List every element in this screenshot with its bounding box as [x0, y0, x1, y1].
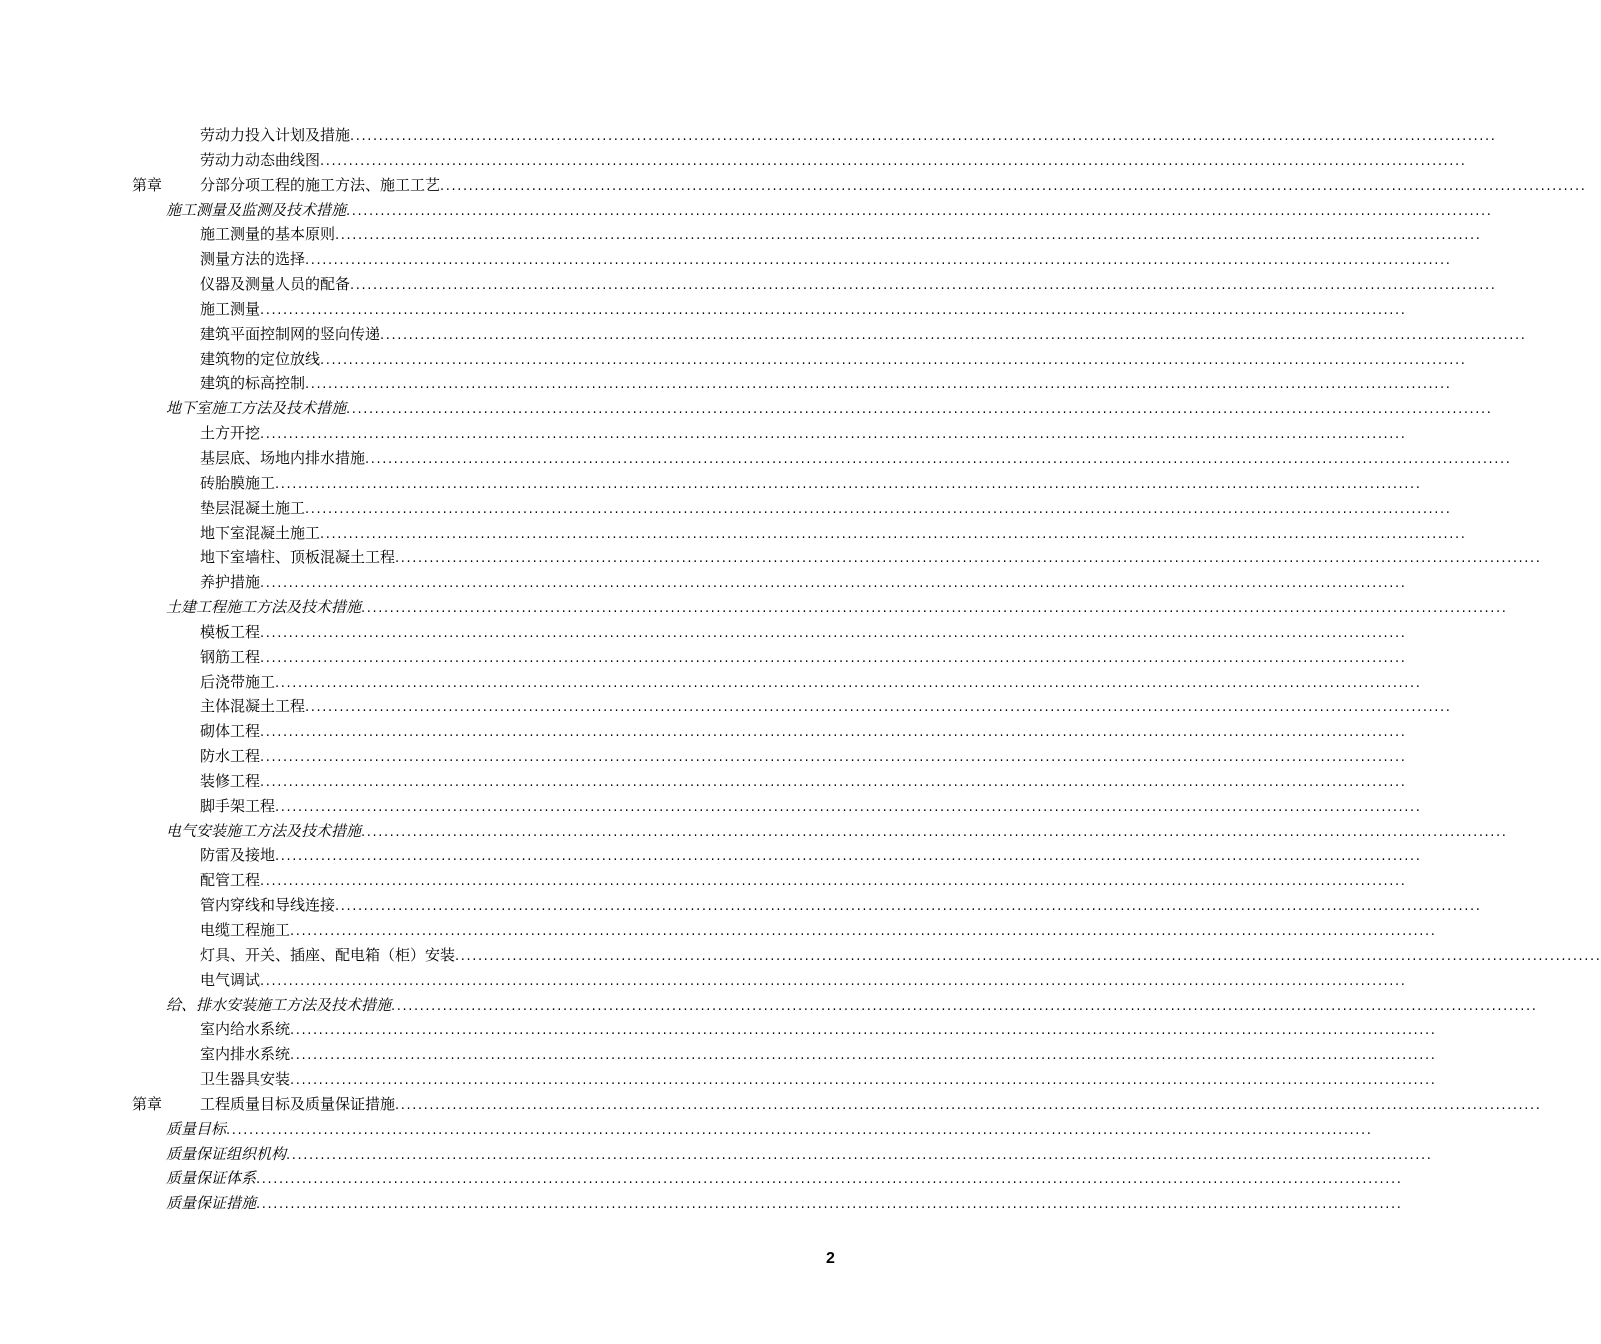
toc-entry — [0, 843, 1422, 868]
toc-entry-title: 仪器及测量人员的配备 — [200, 275, 351, 294]
dot-leader: ........................................................................................................................................................................................................ — [350, 278, 1497, 294]
dot-leader: ........................................................................................................................................................................................................ — [256, 1197, 1403, 1213]
toc-entry-title: 地下室混凝土施工 — [200, 523, 321, 542]
toc-entry — [0, 1042, 1437, 1067]
toc-entry — [0, 943, 1601, 968]
toc-entry-title: 施工测量及监测及技术措施 — [166, 200, 347, 219]
dot-leader: ........................................................................................................................................................................................................ — [335, 899, 1482, 915]
toc-entry-title: 质量保证组织机构 — [166, 1144, 287, 1163]
toc-entry — [0, 893, 1482, 918]
toc-entry — [0, 1067, 1437, 1092]
dot-leader: ........................................................................................................................................................................................................ — [275, 849, 1422, 865]
toc-entry-title: 后浇带施工 — [200, 672, 276, 691]
toc-entry-title: 质量目标 — [166, 1119, 227, 1138]
dot-leader: ........................................................................................................................................................................................................ — [346, 203, 1493, 219]
toc-entry-title: 工程质量目标及质量保证措施 — [200, 1094, 396, 1113]
toc-entry — [0, 521, 1467, 546]
toc-entry — [0, 570, 1407, 595]
toc-entry-title: 施工测量的基本原则 — [200, 225, 336, 244]
toc-entry-title: 脚手架工程 — [200, 796, 276, 815]
toc-entry — [0, 272, 1497, 297]
toc-entry-title: 砖胎膜施工 — [200, 473, 276, 492]
dot-leader: ........................................................................................................................................................................................................ — [256, 1172, 1403, 1188]
dot-leader: ........................................................................................................................................................................................................ — [305, 700, 1452, 716]
toc-entry-title: 电气安装施工方法及技术措施 — [166, 821, 362, 840]
table-of-contents — [0, 123, 1601, 1216]
toc-entry — [0, 918, 1437, 943]
dot-leader: ........................................................................................................................................................................................................ — [260, 774, 1407, 790]
toc-entry-title: 质量保证体系 — [166, 1169, 257, 1188]
toc-entry — [0, 1017, 1437, 1042]
toc-entry — [0, 968, 1407, 993]
toc-entry — [0, 173, 1587, 198]
dot-leader: ........................................................................................................................................................................................................ — [260, 973, 1407, 989]
toc-entry-title: 质量保证措施 — [166, 1194, 257, 1213]
toc-entry-title: 卫生器具安装 — [200, 1070, 291, 1089]
toc-entry — [0, 1166, 1403, 1191]
dot-leader: ........................................................................................................................................................................................................ — [260, 650, 1407, 666]
toc-entry — [0, 496, 1452, 521]
toc-entry-title: 模板工程 — [200, 622, 261, 641]
dot-leader: ........................................................................................................................................................................................................ — [380, 327, 1527, 343]
dot-leader: ........................................................................................................................................................................................................ — [305, 377, 1452, 393]
toc-entry-title: 管内穿线和导线连接 — [200, 896, 336, 915]
toc-entry-title: 钢筋工程 — [200, 647, 261, 666]
toc-entry — [0, 868, 1407, 893]
toc-entry — [0, 148, 1467, 173]
toc-entry-title: 养护措施 — [200, 573, 261, 592]
toc-entry-title: 防水工程 — [200, 747, 261, 766]
dot-leader: ........................................................................................................................................................................................................ — [290, 1073, 1437, 1089]
toc-entry — [0, 769, 1407, 794]
toc-entry-title: 垫层混凝土施工 — [200, 498, 306, 517]
toc-entry — [0, 1142, 1433, 1167]
toc-entry-title: 室内排水系统 — [200, 1045, 291, 1064]
chapter-prefix: 第章 — [132, 175, 163, 194]
toc-entry-title: 电气调试 — [200, 970, 261, 989]
dot-leader: ........................................................................................................................................................................................................ — [260, 427, 1407, 443]
dot-leader: ........................................................................................................................................................................................................ — [346, 402, 1493, 418]
toc-entry — [0, 1117, 1373, 1142]
toc-entry-title: 土建工程施工方法及技术措施 — [166, 598, 362, 617]
toc-entry — [0, 744, 1407, 769]
toc-entry-title: 土方开挖 — [200, 424, 261, 443]
toc-entry — [0, 620, 1407, 645]
toc-entry — [0, 222, 1482, 247]
dot-leader: ........................................................................................................................................................................................................ — [350, 129, 1497, 144]
dot-leader: ........................................................................................................................................................................................................ — [361, 824, 1508, 840]
toc-entry-title: 室内给水系统 — [200, 1020, 291, 1039]
toc-entry — [0, 446, 1512, 471]
dot-leader: ........................................................................................................................................................................................................ — [260, 725, 1407, 741]
dot-leader: ........................................................................................................................................................................................................ — [320, 153, 1467, 169]
dot-leader: ........................................................................................................................................................................................................ — [365, 451, 1512, 467]
dot-leader: ........................................................................................................................................................................................................ — [440, 178, 1587, 194]
dot-leader: ........................................................................................................................................................................................................ — [305, 501, 1452, 517]
dot-leader: ........................................................................................................................................................................................................ — [275, 675, 1422, 691]
toc-entry — [0, 819, 1508, 844]
dot-leader: ........................................................................................................................................................................................................ — [455, 948, 1601, 964]
toc-entry — [0, 297, 1407, 322]
toc-entry-title: 地下室施工方法及技术措施 — [166, 399, 347, 418]
dot-leader: ........................................................................................................................................................................................................ — [320, 526, 1467, 542]
toc-entry — [0, 993, 1538, 1018]
toc-entry-title: 施工测量 — [200, 299, 261, 318]
toc-entry-title: 装修工程 — [200, 771, 261, 790]
toc-entry — [0, 347, 1467, 372]
dot-leader: ........................................................................................................................................................................................................ — [275, 476, 1422, 492]
toc-entry-title: 地下室墙柱、顶板混凝土工程 — [200, 548, 396, 567]
toc-entry-title: 主体混凝土工程 — [200, 697, 306, 716]
toc-entry-title: 建筑的标高控制 — [200, 374, 306, 393]
dot-leader: ........................................................................................................................................................................................................ — [290, 1048, 1437, 1064]
toc-entry — [0, 595, 1508, 620]
toc-entry — [0, 198, 1493, 223]
toc-entry-title: 防雷及接地 — [200, 846, 276, 865]
dot-leader: ........................................................................................................................................................................................................ — [335, 228, 1482, 244]
dot-leader: ........................................................................................................................................................................................................ — [260, 625, 1407, 641]
toc-entry — [0, 670, 1422, 695]
dot-leader: ........................................................................................................................................................................................................ — [361, 601, 1508, 617]
dot-leader: ........................................................................................................................................................................................................ — [286, 1147, 1433, 1163]
toc-entry-title: 建筑物的定位放线 — [200, 349, 321, 368]
toc-entry — [0, 421, 1407, 446]
dot-leader: ........................................................................................................................................................................................................ — [260, 302, 1407, 318]
toc-entry — [0, 719, 1407, 744]
toc-entry — [0, 247, 1452, 272]
dot-leader: ........................................................................................................................................................................................................ — [395, 1097, 1542, 1113]
dot-leader: ........................................................................................................................................................................................................ — [305, 253, 1452, 269]
toc-entry-title: 分部分项工程的施工方法、施工工艺 — [200, 175, 441, 194]
toc-entry-title: 劳动力动态曲线图 — [200, 150, 321, 169]
dot-leader: ........................................................................................................................................................................................................ — [320, 352, 1467, 368]
page-number: 2 — [826, 1250, 835, 1267]
dot-leader: ........................................................................................................................................................................................................ — [260, 576, 1407, 592]
toc-entry-title: 基层底、场地内排水措施 — [200, 448, 366, 467]
dot-leader: ........................................................................................................................................................................................................ — [391, 998, 1538, 1014]
toc-entry — [0, 396, 1493, 421]
dot-leader: ........................................................................................................................................................................................................ — [290, 1023, 1437, 1039]
toc-entry-title: 电缆工程施工 — [200, 921, 291, 939]
dot-leader: ........................................................................................................................................................................................................ — [275, 799, 1422, 815]
dot-leader: ........................................................................................................................................................................................................ — [260, 874, 1407, 890]
toc-entry-title: 劳动力投入计划及措施 — [200, 126, 351, 144]
dot-leader: ........................................................................................................................................................................................................ — [395, 551, 1542, 567]
toc-entry — [0, 123, 1497, 148]
toc-entry-title: 灯具、开关、插座、配电箱（柜）安装 — [200, 945, 456, 964]
toc-entry-title: 建筑平面控制网的竖向传递 — [200, 324, 381, 343]
toc-entry — [0, 371, 1452, 396]
chapter-prefix: 第章 — [132, 1094, 163, 1113]
toc-entry — [0, 471, 1422, 496]
toc-entry — [0, 1092, 1542, 1117]
dot-leader: ........................................................................................................................................................................................................ — [226, 1122, 1373, 1138]
toc-entry-title: 给、排水安装施工方法及技术措施 — [166, 995, 392, 1014]
toc-entry-title: 配管工程 — [200, 871, 261, 890]
toc-entry — [0, 545, 1542, 570]
toc-entry — [0, 794, 1422, 819]
dot-leader: ........................................................................................................................................................................................................ — [290, 924, 1437, 939]
toc-entry-title: 砌体工程 — [200, 722, 261, 741]
toc-entry — [0, 694, 1452, 719]
toc-entry-title: 测量方法的选择 — [200, 250, 306, 269]
toc-entry — [0, 1191, 1403, 1216]
toc-entry — [0, 645, 1407, 670]
toc-entry — [0, 322, 1527, 347]
dot-leader: ........................................................................................................................................................................................................ — [260, 750, 1407, 766]
